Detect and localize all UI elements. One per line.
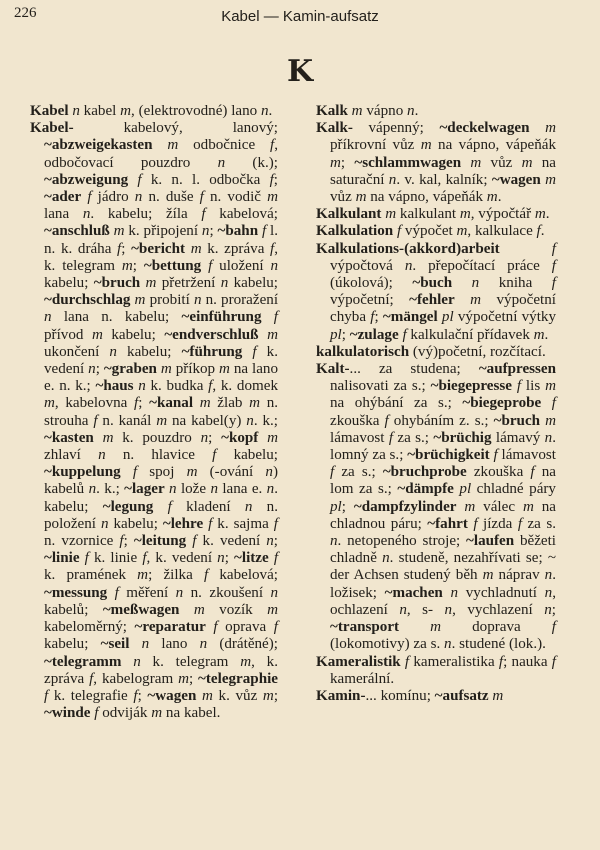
right-column [316,103,556,705]
running-head: Kabel — Kamin-aufsatz [221,8,379,25]
left-column [30,103,278,722]
dictionary-entry: Kalk- vápenný; ~deckelwagen m příkrovní vůz m na vápno, vápeňák m; ~schlammwagen m vůz m na saturační n. v. kal, kalník; ~wagen m vůz m na vápno, vápeňák m. [316,120,557,206]
dictionary-entry: Kameralistik f kameralistika f; nauka f kamerální. [316,653,556,687]
dictionary-entry: Kalt-... za studena; ~aufpressen nalisovati za s.; ~biegepresse f lis m na ohýbání za s.; ~biegeprobe f zkouška f ohybáním z. s.; ~bruch m lámavost f za s.; ~brüchig lámavý n. lomný za s.; ~brüchigkeit f lámavost f za s.; ~bruchprobe zkouška f na lom za s.; ~dämpfe pl chladné páry pl; ~dampfzylinder m válec m na chladnou páru; ~fahrt f jízda f za s. n. netopeného stroje; ~laufen běžeti chladně n. studeně, nezahřívati se; ~ der Achsen studený běh m náprav n. ložisek; ~machen n vychladnutí n, ochlazení n, s- n, vychlazení n; ~transport m doprava f (lokomotivy) za s. n. studené (lok.). [316,361,557,653]
dictionary-entry: kalkulatorisch (vý)početní, rozčítací. [316,343,546,360]
dictionary-entry: Kabel n kabel m, (elektrovodné) lano n. [30,103,273,119]
dictionary-entry: Kalk m vápno n. [316,103,419,119]
dictionary-entry: Kalkulations-(akkord)arbeit f výpočtová n. přepočítací práce f (úkolová); ~buch n kniha f výpočetní; ~fehler m výpočetní chyba f; ~mängel pl výpočetní výtky pl; ~zulage f kalkulační přídavek m. [316,240,557,343]
dictionary-entry: Kalkulant m kalkulant m, výpočtář m. [316,206,550,223]
section-letter: K [286,54,314,89]
dictionary-entry: Kabel- kabelový, lanový; ~abzweigekasten m odbočnice f, odbočovací pouzdro n (k.); ~abzweigung f k. n. l. odbočka f; ~ader f jádro n n. duše f n. vodič m lana n. kabelu; žíla f kabelová; ~anschluß m k. připojení n; ~bahn f l. n. k. dráha f; ~bericht m k. zpráva f, k. telegram m; ~bettung f uložení n kabelu; ~bruch m přetržení n kabelu; ~durchschlag m probití n n. proražení n lana n. kabelu; ~einführung f přívod m kabelu; ~endverschluß m ukončení n kabelu; ~führung f k. vedení n; ~graben m příkop m na lano e. n. k.; ~haus n k. budka f, k. domek m, kabelovna f; ~kanal m žlab m n. strouha f n. kanál m na kabel(y) n. k.; ~kasten m k. pouzdro n; ~kopf m zhlaví n n. hlavice f kabelu; ~kuppelung f spoj m (-ování n) kabelů n. k.; ~lager n lože n lana e. n. kabelu; ~legung f kladení n n. položení n kabelu; ~lehre f k. sajma f n. vzornice f; ~leitung f k. vedení n; ~linie f k. linie f, k. vedení n; ~litze f k. pramének m; žilka f kabelová; ~messung f měření n n. zkoušení n kabelů; ~meßwagen m vozík m kabeloměrný; ~reparatur f oprava f kabelu; ~seil n lano n (drátěné); ~telegramm n k. telegram m, k. zpráva f, kabelogram m; ~telegraphie f k. telegrafie f; ~wagen m k. vůz m; ~winde f odviják m na kabel. [30,120,279,722]
page-number: 226 [14,5,37,21]
dictionary-entry: Kalkulation f výpočet m, kalkulace f. [316,223,545,240]
dictionary-entry: Kamin-... komínu; ~aufsatz m [316,687,504,704]
